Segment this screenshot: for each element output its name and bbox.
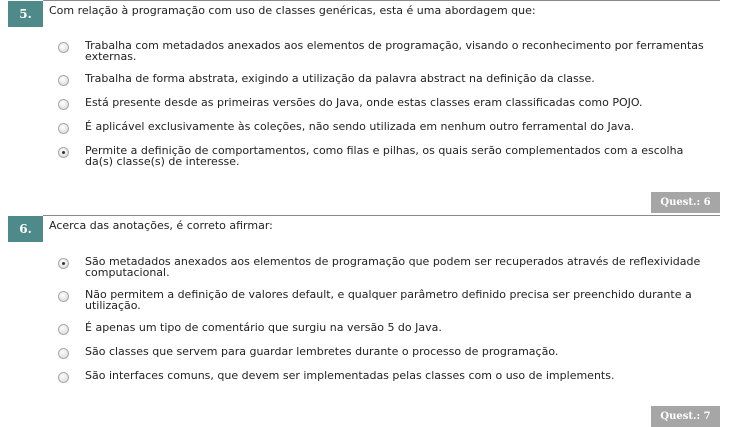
option-label[interactable]: É apenas um tipo de comentário que surgiu na versão 5 do Java. — [85, 321, 442, 334]
radio-button[interactable] — [58, 348, 69, 359]
options-list — [0, 38, 720, 167]
options-list — [0, 254, 720, 383]
answer-option[interactable] — [0, 38, 720, 62]
answer-option[interactable] — [0, 344, 720, 359]
answer-option[interactable] — [0, 95, 720, 110]
question-divider — [43, 215, 720, 216]
option-label[interactable]: Trabalha de forma abstrata, exigindo a utilização da palavra abstract na definição da classe. — [85, 72, 595, 85]
answer-option[interactable] — [0, 143, 720, 167]
option-label[interactable]: Trabalha com metadados anexados aos elementos de programação, visando o reconhecimento por ferramentas externas. — [85, 39, 704, 63]
answer-option[interactable] — [0, 254, 720, 278]
radio-button[interactable] — [58, 75, 69, 86]
question-text: Acerca das anotações, é correto afirmar: — [49, 219, 273, 232]
radio-button[interactable] — [58, 147, 69, 158]
radio-button[interactable] — [58, 291, 69, 302]
radio-button[interactable] — [58, 324, 69, 335]
question-text: Com relação à programação com uso de classes genéricas, esta é uma abordagem que: — [49, 4, 536, 17]
radio-button[interactable] — [58, 42, 69, 53]
answer-option[interactable] — [0, 320, 720, 335]
question-number-badge: 6. — [8, 216, 43, 242]
option-label[interactable]: Permite a definição de comportamentos, como filas e pilhas, os quais serão complementados com a escolha da(s) classe(s) de interesse. — [85, 144, 684, 168]
option-label[interactable]: Está presente desde as primeiras versões do Java, onde estas classes eram classificadas como POJO. — [85, 96, 643, 109]
radio-button[interactable] — [58, 123, 69, 134]
option-label[interactable]: São classes que servem para guardar lembretes durante o processo de programação. — [85, 345, 559, 358]
radio-button[interactable] — [58, 372, 69, 383]
answer-option[interactable] — [0, 119, 720, 134]
radio-button[interactable] — [58, 258, 69, 269]
question-divider — [43, 0, 720, 1]
answer-option[interactable] — [0, 368, 720, 383]
next-question-label: Quest.: 7 — [651, 406, 720, 427]
option-label[interactable]: São interfaces comuns, que devem ser implementadas pelas classes com o uso de implements. — [85, 369, 615, 382]
radio-button[interactable] — [58, 99, 69, 110]
option-label[interactable]: São metadados anexados aos elementos de programação que podem ser recuperados através de reflexividade computacional. — [85, 255, 701, 279]
option-label[interactable]: Não permitem a definição de valores default, e qualquer parâmetro definido precisa ser preenchido durante a utilização. — [85, 288, 692, 312]
option-label[interactable]: É aplicável exclusivamente às coleções, não sendo utilizada em nenhum outro ferramental do Java. — [85, 120, 635, 133]
answer-option[interactable] — [0, 287, 720, 311]
question-number-badge: 5. — [8, 1, 43, 27]
next-question-label: Quest.: 6 — [651, 192, 720, 213]
answer-option[interactable] — [0, 71, 720, 86]
